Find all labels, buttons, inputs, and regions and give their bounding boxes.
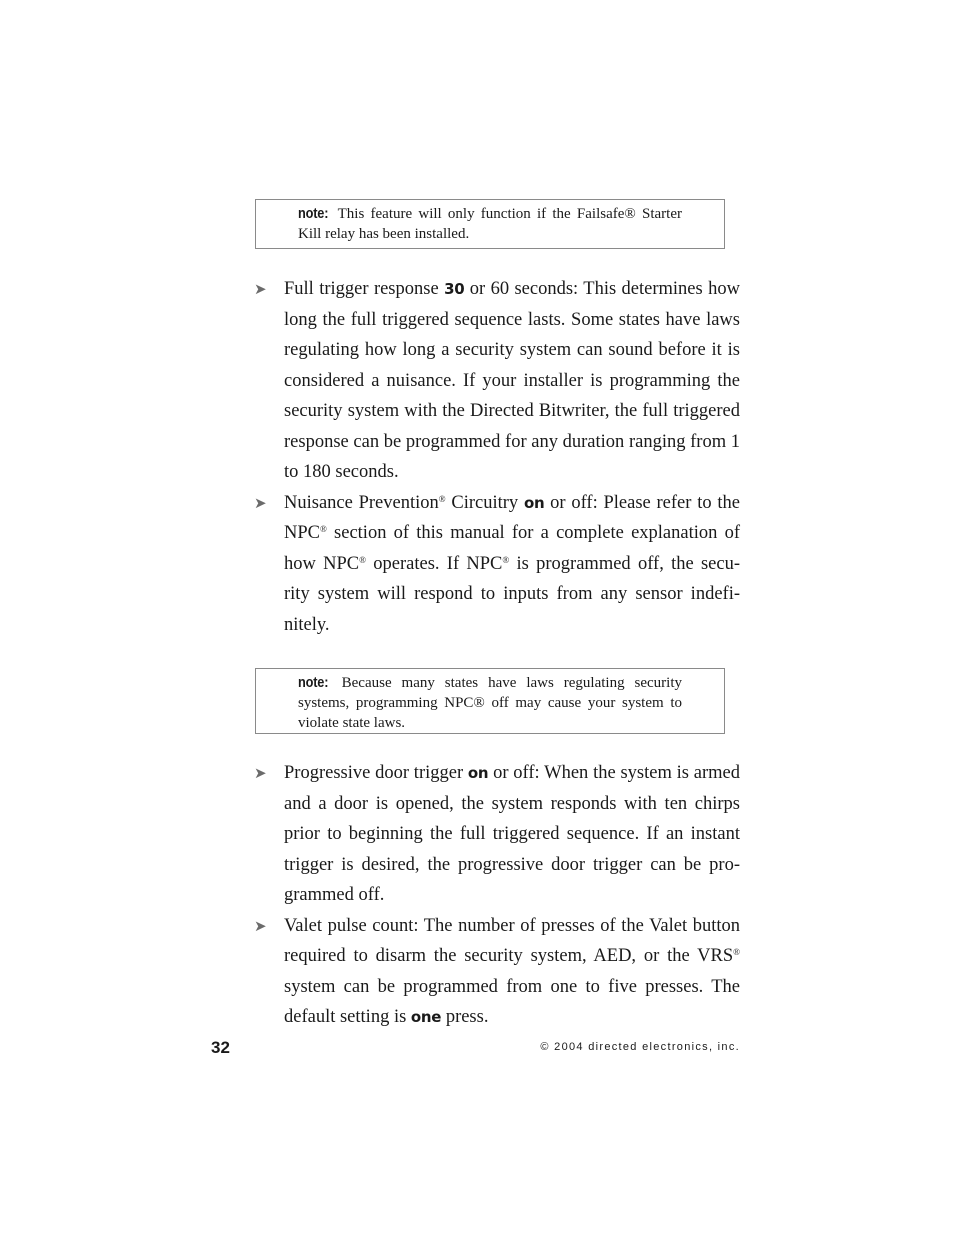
bullet-text: Nuisance Prevention — [284, 492, 439, 513]
bullet-item — [254, 488, 740, 641]
note-box-npc — [255, 668, 725, 734]
note-label: note: — [298, 674, 329, 691]
bullet-text: or off: Please refer to the NPC — [284, 492, 740, 543]
registered-mark: ® — [438, 493, 446, 504]
bullet-item — [254, 911, 740, 1033]
registered-mark: ® — [320, 524, 327, 534]
default-value: on — [467, 764, 489, 782]
registered-mark: ® — [359, 554, 366, 565]
default-value: one — [410, 1008, 442, 1026]
bullet-text: is programmed off, the secu-rity system will respond to inputs from any sensor indefi-nitely. — [284, 553, 741, 635]
bullet-text: operates. If NPC — [365, 553, 503, 574]
bullet-text: or off: When the system is armed and a door is opened, the system responds with ten chirps prior to beginning the full triggered sequence. If an instant trigger is desired, the progressive door trigger can be pro-grammed off. — [284, 763, 741, 905]
arrow-bullet-icon: ➤ — [254, 280, 267, 298]
arrow-bullet-icon: ➤ — [254, 916, 267, 935]
copyright-notice: © 2004 directed electronics, inc. — [540, 1041, 740, 1053]
note-text: Because many states have laws regulating security systems, programming NPC® off may cause your system to violate state laws. — [298, 675, 683, 731]
note-box-failsafe — [255, 199, 725, 249]
bullet-text: section of this manual for a complete explanation of how NPC — [284, 523, 740, 574]
registered-mark: ® — [502, 554, 510, 565]
bullet-text: Progressive door trigger — [284, 763, 468, 783]
bullet-text: Valet pulse count: The number of presses of the Valet button required to disarm the security system, AED, or the VRS — [284, 915, 740, 966]
registered-mark: ® — [733, 947, 740, 957]
default-value: on — [523, 493, 545, 512]
bullet-text: or 60 seconds: This determines how long the full triggered sequence lasts. Some states have laws regulating how long a security system can sound before it is considered a nuisance. If your installer is programming the security system with the Directed Bitwriter, the full triggered response can be programmed for any duration ranging from 1 to 180 seconds. — [284, 279, 740, 482]
default-value: 30 — [444, 280, 465, 298]
bullet-text: press. — [441, 1007, 489, 1027]
bullet-text: Full trigger response — [284, 279, 445, 299]
bullet-text: system can be programmed from one to five presses. The default setting is — [284, 976, 740, 1027]
arrow-bullet-icon: ➤ — [254, 493, 267, 512]
arrow-bullet-icon: ➤ — [254, 764, 267, 782]
note-text: This feature will only function if the Failsafe® Starter Kill relay has been installed. — [298, 206, 682, 242]
bullet-list-1 — [254, 274, 740, 640]
bullet-text: Circuitry — [445, 492, 524, 513]
note-label: note: — [298, 205, 329, 222]
bullet-item — [254, 758, 740, 911]
page-number: 32 — [211, 1038, 230, 1057]
bullet-list-2 — [254, 758, 740, 1033]
bullet-item — [254, 274, 740, 488]
